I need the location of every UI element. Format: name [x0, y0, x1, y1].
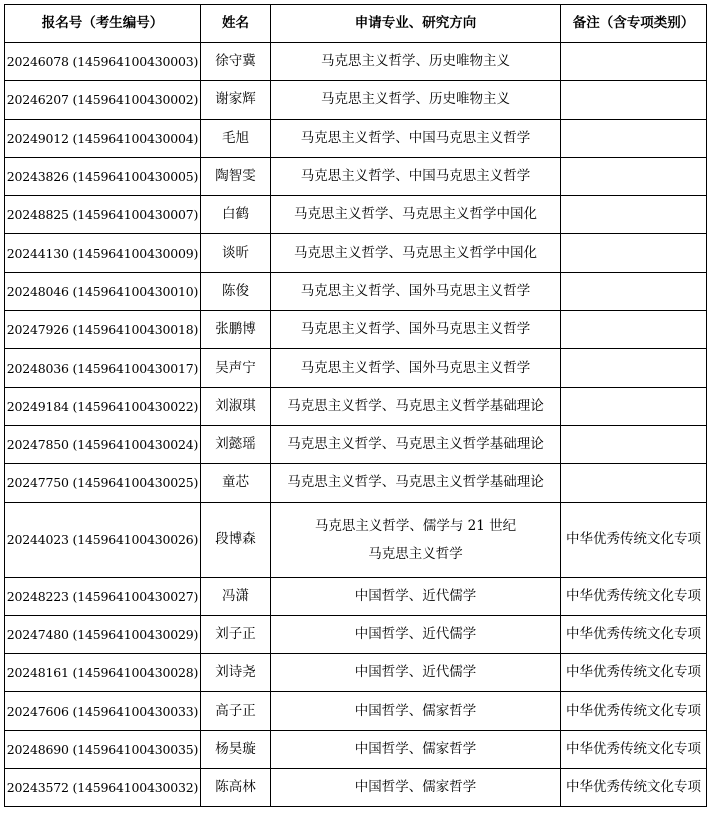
table-row	[5, 730, 707, 768]
header-remark: 备注（含专项类别）	[561, 5, 707, 43]
table-row	[5, 387, 707, 425]
table-row	[5, 464, 707, 502]
cell-name: 陈俊	[201, 272, 271, 310]
cell-reg-no: 20248825 (145964100430007)	[5, 196, 201, 234]
cell-remark: 中华优秀传统文化专项	[561, 577, 707, 615]
cell-remark	[561, 349, 707, 387]
cell-major: 马克思主义哲学、历史唯物主义	[271, 43, 561, 81]
table-row	[5, 234, 707, 272]
cell-major: 马克思主义哲学、中国马克思主义哲学	[271, 119, 561, 157]
table-row	[5, 692, 707, 730]
cell-remark	[561, 43, 707, 81]
cell-reg-no: 20247926 (145964100430018)	[5, 311, 201, 349]
cell-remark: 中华优秀传统文化专项	[561, 730, 707, 768]
table-row	[5, 196, 707, 234]
cell-name: 陶智雯	[201, 157, 271, 195]
table-row	[5, 425, 707, 463]
cell-major: 马克思主义哲学、马克思主义哲学中国化	[271, 196, 561, 234]
cell-major: 中国哲学、儒家哲学	[271, 769, 561, 807]
cell-major: 马克思主义哲学、国外马克思主义哲学	[271, 272, 561, 310]
cell-major: 马克思主义哲学、国外马克思主义哲学	[271, 311, 561, 349]
table-header-row	[5, 5, 707, 43]
cell-major: 马克思主义哲学、国外马克思主义哲学	[271, 349, 561, 387]
cell-remark: 中华优秀传统文化专项	[561, 615, 707, 653]
cell-major: 马克思主义哲学、马克思主义哲学基础理论	[271, 425, 561, 463]
cell-major: 中国哲学、儒家哲学	[271, 692, 561, 730]
cell-remark	[561, 119, 707, 157]
cell-reg-no: 20247606 (145964100430033)	[5, 692, 201, 730]
cell-remark	[561, 425, 707, 463]
cell-major: 马克思主义哲学、马克思主义哲学基础理论	[271, 387, 561, 425]
cell-reg-no: 20246078 (145964100430003)	[5, 43, 201, 81]
cell-name: 段博森	[201, 502, 271, 577]
cell-remark	[561, 464, 707, 502]
cell-name: 刘诗尧	[201, 654, 271, 692]
cell-name: 高子正	[201, 692, 271, 730]
table-row	[5, 119, 707, 157]
cell-reg-no: 20249012 (145964100430004)	[5, 119, 201, 157]
cell-reg-no: 20243572 (145964100430032)	[5, 769, 201, 807]
cell-major	[271, 502, 561, 577]
table-row	[5, 43, 707, 81]
cell-name: 冯潇	[201, 577, 271, 615]
table-row	[5, 349, 707, 387]
cell-major: 马克思主义哲学、历史唯物主义	[271, 81, 561, 119]
table-row	[5, 577, 707, 615]
cell-major-line: 马克思主义哲学、儒学与 21 世纪	[314, 517, 517, 534]
cell-major: 中国哲学、近代儒学	[271, 577, 561, 615]
cell-major-line: 马克思主义哲学	[368, 545, 463, 562]
cell-remark	[561, 157, 707, 195]
cell-remark	[561, 387, 707, 425]
cell-name: 谈昕	[201, 234, 271, 272]
cell-major: 中国哲学、近代儒学	[271, 615, 561, 653]
cell-name: 陈高林	[201, 769, 271, 807]
table-row	[5, 272, 707, 310]
cell-reg-no: 20246207 (145964100430002)	[5, 81, 201, 119]
cell-name: 童芯	[201, 464, 271, 502]
cell-remark	[561, 234, 707, 272]
cell-remark	[561, 311, 707, 349]
cell-major: 中国哲学、近代儒学	[271, 654, 561, 692]
cell-name: 吴声宁	[201, 349, 271, 387]
cell-name: 刘子正	[201, 615, 271, 653]
cell-major: 马克思主义哲学、马克思主义哲学基础理论	[271, 464, 561, 502]
table-row	[5, 769, 707, 807]
cell-remark: 中华优秀传统文化专项	[561, 692, 707, 730]
cell-remark: 中华优秀传统文化专项	[561, 769, 707, 807]
cell-name: 毛旭	[201, 119, 271, 157]
cell-remark	[561, 196, 707, 234]
cell-reg-no: 20247750 (145964100430025)	[5, 464, 201, 502]
table-row	[5, 311, 707, 349]
cell-remark: 中华优秀传统文化专项	[561, 502, 707, 577]
cell-name: 杨昊璇	[201, 730, 271, 768]
cell-name: 刘懿瑶	[201, 425, 271, 463]
cell-reg-no: 20244023 (145964100430026)	[5, 502, 201, 577]
cell-reg-no: 20248046 (145964100430010)	[5, 272, 201, 310]
table-row	[5, 502, 707, 577]
header-major: 申请专业、研究方向	[271, 5, 561, 43]
cell-reg-no: 20247850 (145964100430024)	[5, 425, 201, 463]
cell-major: 中国哲学、儒家哲学	[271, 730, 561, 768]
table-row	[5, 654, 707, 692]
table-body	[5, 43, 707, 807]
cell-name: 刘淑琪	[201, 387, 271, 425]
cell-remark	[561, 81, 707, 119]
cell-reg-no: 20248161 (145964100430028)	[5, 654, 201, 692]
cell-name: 徐守冀	[201, 43, 271, 81]
cell-reg-no: 20247480 (145964100430029)	[5, 615, 201, 653]
cell-major: 马克思主义哲学、马克思主义哲学中国化	[271, 234, 561, 272]
cell-reg-no: 20243826 (145964100430005)	[5, 157, 201, 195]
cell-reg-no: 20248223 (145964100430027)	[5, 577, 201, 615]
cell-name: 谢家辉	[201, 81, 271, 119]
cell-reg-no: 20248690 (145964100430035)	[5, 730, 201, 768]
table-row	[5, 615, 707, 653]
header-reg-no: 报名号（考生编号）	[5, 5, 201, 43]
cell-remark	[561, 272, 707, 310]
cell-reg-no: 20248036 (145964100430017)	[5, 349, 201, 387]
table-row	[5, 157, 707, 195]
admission-list-table	[4, 4, 707, 807]
table-row	[5, 81, 707, 119]
cell-reg-no: 20244130 (145964100430009)	[5, 234, 201, 272]
cell-reg-no: 20249184 (145964100430022)	[5, 387, 201, 425]
cell-name: 张鹏博	[201, 311, 271, 349]
cell-remark: 中华优秀传统文化专项	[561, 654, 707, 692]
cell-major: 马克思主义哲学、中国马克思主义哲学	[271, 157, 561, 195]
header-name: 姓名	[201, 5, 271, 43]
cell-name: 白鹤	[201, 196, 271, 234]
